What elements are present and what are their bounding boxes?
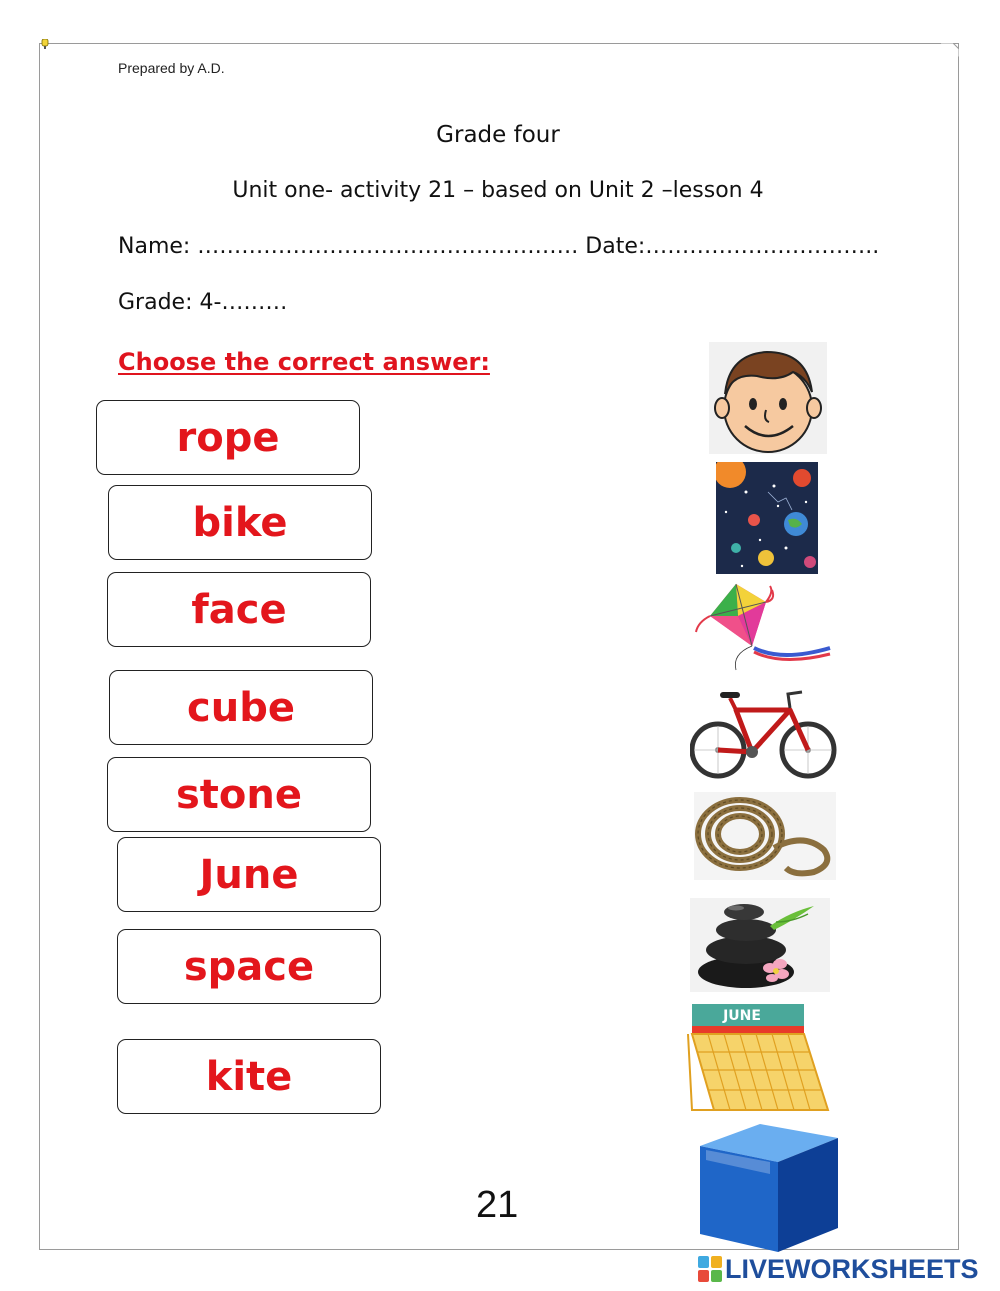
- word-box-space[interactable]: space: [117, 929, 381, 1004]
- bicycle-icon[interactable]: [690, 686, 838, 786]
- word-box-bike[interactable]: bike: [108, 485, 372, 560]
- calendar-month-label: JUNE: [723, 1008, 761, 1024]
- boy-face-icon[interactable]: [709, 342, 827, 454]
- unit-subtitle: Unit one- activity 21 – based on Unit 2 –lesson 4: [232, 178, 764, 203]
- brand-text: LIVEWORKSHEETS: [725, 1253, 979, 1284]
- coiled-rope-icon[interactable]: [694, 792, 836, 880]
- planets-space-icon[interactable]: [716, 462, 818, 574]
- page-title: Grade four: [436, 122, 560, 148]
- word-box-rope[interactable]: rope: [96, 400, 360, 475]
- page-corner-fold: [940, 43, 959, 57]
- pin-icon: [41, 39, 49, 49]
- prepared-by-label: Prepared by A.D.: [118, 60, 225, 76]
- kite-icon[interactable]: [692, 582, 832, 672]
- word-box-stone[interactable]: stone: [107, 757, 371, 832]
- word-box-kite[interactable]: kite: [117, 1039, 381, 1114]
- word-box-face[interactable]: face: [107, 572, 371, 647]
- instruction-heading: Choose the correct answer:: [118, 348, 490, 376]
- stacked-stones-icon[interactable]: [690, 898, 830, 992]
- liveworksheets-logo-icon: [698, 1256, 722, 1282]
- word-box-june[interactable]: June: [117, 837, 381, 912]
- word-box-cube[interactable]: cube: [109, 670, 373, 745]
- page-number: 21: [476, 1184, 519, 1226]
- grade-line: Grade: 4-………: [118, 290, 288, 315]
- blue-cube-icon[interactable]: [700, 1124, 840, 1252]
- calendar-icon[interactable]: [684, 1000, 832, 1114]
- name-date-line: Name: ……………………………………………. Date:…………………………..: [118, 234, 880, 259]
- liveworksheets-logo[interactable]: [698, 1254, 979, 1284]
